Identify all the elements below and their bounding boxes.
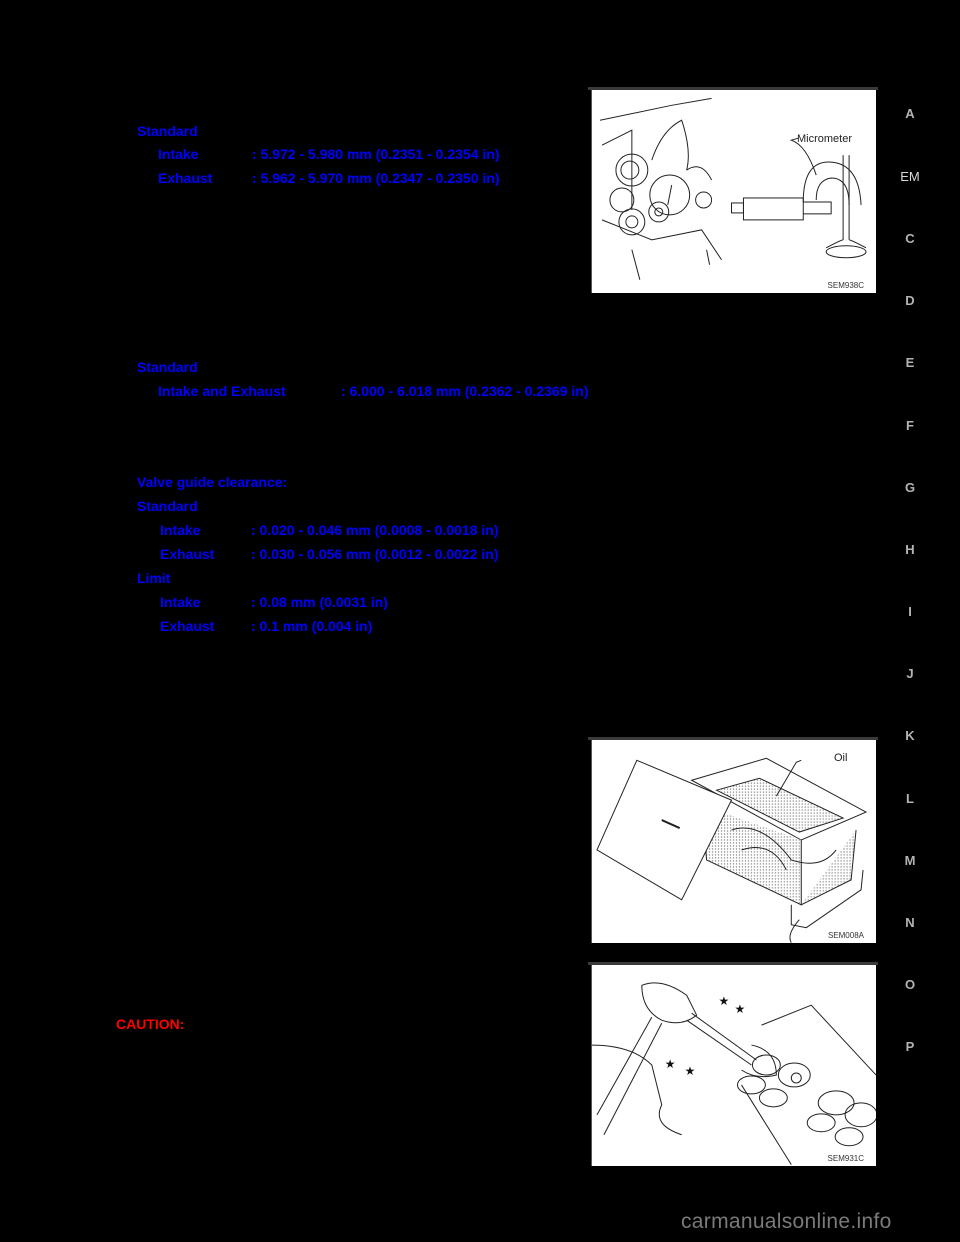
section-link-h[interactable]: H — [905, 542, 915, 557]
figure-canvas — [591, 90, 876, 293]
section-link-o[interactable]: O — [904, 977, 916, 992]
clearance-standard-intake-row — [160, 522, 498, 539]
section-link-d[interactable]: D — [905, 293, 915, 308]
figure-oil-bath — [588, 737, 878, 943]
section-link-em[interactable]: EM — [900, 169, 920, 184]
section-link-g[interactable]: G — [904, 480, 916, 495]
section-link-n[interactable]: N — [905, 915, 915, 930]
row-label: Intake and Exhaust — [158, 383, 286, 399]
hammer-illustration — [592, 965, 876, 1166]
valve-guide-id-row — [158, 383, 588, 400]
section-link-c[interactable]: C — [905, 231, 915, 246]
valve-stem-standard-heading: Standard — [137, 123, 198, 139]
oil-callout: Oil — [834, 752, 848, 764]
clearance-limit-heading: Limit — [137, 570, 171, 586]
clearance-standard-exhaust-row — [160, 546, 498, 563]
row-value: : 6.000 - 6.018 mm (0.2362 - 0.2369 in) — [341, 383, 589, 399]
clearance-limit-intake-row — [160, 594, 388, 611]
valve-stem-exhaust-row — [158, 170, 499, 187]
figure-valve-guide-hammer — [588, 962, 878, 1166]
row-value: : 5.972 - 5.980 mm (0.2351 - 0.2354 in) — [252, 146, 500, 162]
figure-micrometer — [588, 87, 878, 293]
caution-label: CAUTION: — [116, 1016, 185, 1032]
figure-code: SEM931C — [827, 1154, 864, 1163]
svg-text:★: ★ — [718, 994, 730, 1009]
section-link-e[interactable]: E — [905, 355, 915, 370]
clearance-limit-exhaust-row — [160, 618, 372, 635]
row-value: : 0.030 - 0.056 mm (0.0012 - 0.0022 in) — [251, 546, 499, 562]
row-label: Intake — [160, 594, 201, 610]
svg-text:★: ★ — [684, 1063, 696, 1078]
figure-canvas — [591, 965, 876, 1166]
row-label: Exhaust — [160, 546, 215, 562]
row-value: : 0.020 - 0.046 mm (0.0008 - 0.0018 in) — [251, 522, 499, 538]
section-link-j[interactable]: J — [906, 666, 914, 681]
section-link-m[interactable]: M — [904, 853, 916, 868]
section-index-nav — [880, 0, 940, 1242]
row-label: Intake — [160, 522, 201, 538]
figure-canvas — [591, 740, 876, 943]
svg-text:★: ★ — [664, 1056, 676, 1071]
section-link-k[interactable]: K — [905, 728, 915, 743]
valve-stem-intake-row — [158, 146, 499, 163]
row-value: : 0.08 mm (0.0031 in) — [251, 594, 388, 610]
figure-code: SEM008A — [827, 931, 864, 940]
section-link-a[interactable]: A — [905, 106, 915, 121]
row-label: Intake — [158, 146, 199, 162]
watermark-link[interactable]: carmanualsonline.info — [681, 1210, 892, 1233]
row-value: : 5.962 - 5.970 mm (0.2347 - 0.2350 in) — [252, 170, 500, 186]
section-link-l[interactable]: L — [906, 791, 914, 806]
clearance-standard-heading: Standard — [137, 498, 198, 514]
section-link-p[interactable]: P — [905, 1039, 915, 1054]
section-link-i[interactable]: I — [908, 604, 912, 619]
valve-guide-clearance-title: Valve guide clearance: — [137, 474, 288, 490]
row-value: : 0.1 mm (0.004 in) — [251, 618, 373, 634]
row-label: Exhaust — [158, 170, 213, 186]
svg-text:★: ★ — [734, 1002, 746, 1017]
micrometer-illustration — [592, 90, 876, 293]
figure-code: SEM938C — [827, 281, 864, 290]
section-link-f[interactable]: F — [906, 418, 914, 433]
micrometer-callout: Micrometer — [797, 133, 853, 145]
oil-bath-illustration — [592, 740, 876, 943]
valve-guide-id-standard-heading: Standard — [137, 359, 198, 375]
row-label: Exhaust — [160, 618, 215, 634]
